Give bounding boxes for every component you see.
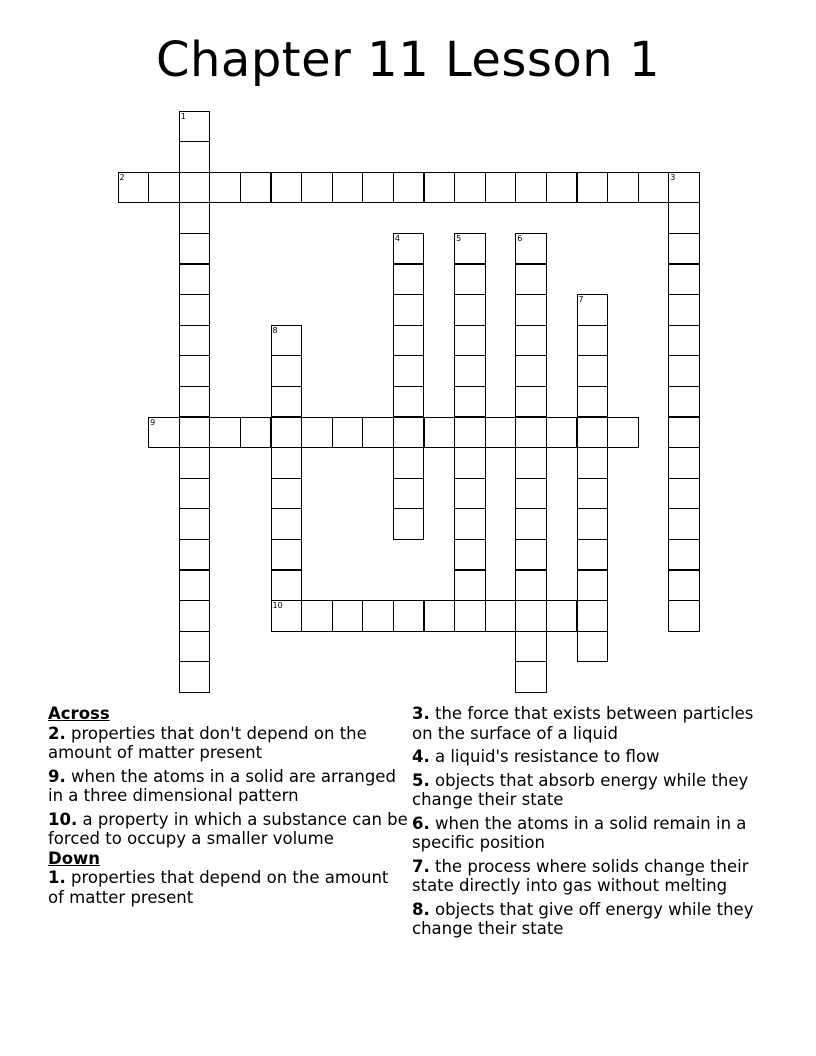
crossword-cell[interactable] (577, 447, 609, 479)
crossword-cell[interactable] (515, 417, 547, 449)
crossword-cell[interactable] (546, 600, 578, 632)
crossword-cell[interactable] (454, 447, 486, 479)
crossword-cell[interactable] (240, 417, 272, 449)
crossword-cell[interactable] (301, 172, 333, 204)
crossword-cell[interactable] (515, 570, 547, 602)
crossword-cell[interactable] (271, 417, 303, 449)
clue-text: properties that depend on the amount of matter present (48, 868, 389, 907)
crossword-cell[interactable] (515, 264, 547, 296)
crossword-cell[interactable] (515, 447, 547, 479)
crossword-cell[interactable] (301, 417, 333, 449)
clue-number: 2. (48, 723, 66, 743)
crossword-cell[interactable] (301, 600, 333, 632)
clue-number: 1. (48, 868, 66, 887)
clue-text: the process where solids change their state directly into gas without melting (412, 856, 749, 895)
crossword-cell[interactable] (179, 447, 211, 479)
crossword-cell[interactable] (393, 447, 425, 479)
crossword-cell[interactable] (393, 600, 425, 632)
crossword-cell[interactable] (577, 355, 609, 387)
crossword-cell[interactable] (271, 447, 303, 479)
clue-number: 10. (48, 809, 78, 829)
cell-number: 10 (272, 601, 283, 611)
crossword-cell[interactable] (454, 417, 486, 449)
crossword-cell[interactable] (454, 355, 486, 387)
clue-text: when the atoms in a solid are arranged in a three dimensional pattern (48, 766, 396, 805)
crossword-cell[interactable] (271, 508, 303, 540)
clue-number: 6. (412, 813, 430, 833)
crossword-cell[interactable] (668, 172, 700, 204)
cell-number: 4 (394, 233, 400, 243)
crossword-cell[interactable] (179, 570, 211, 602)
crossword-cell[interactable] (393, 294, 425, 326)
crossword-cell[interactable] (179, 172, 211, 204)
crossword-cell[interactable] (485, 600, 517, 632)
crossword-cell[interactable] (515, 172, 547, 204)
clue-down-6 (412, 814, 772, 853)
cell-number: 7 (578, 295, 584, 305)
crossword-cell[interactable] (515, 631, 547, 663)
crossword-cell[interactable] (362, 600, 394, 632)
crossword-cell[interactable] (515, 294, 547, 326)
crossword-cell[interactable] (454, 600, 486, 632)
crossword-cell[interactable] (240, 172, 272, 204)
crossword-cell[interactable] (393, 355, 425, 387)
crossword-cell[interactable] (668, 478, 700, 510)
crossword-cell[interactable] (668, 325, 700, 357)
crossword-cell[interactable] (332, 600, 364, 632)
crossword-cell[interactable] (393, 478, 425, 510)
clue-text: objects that absorb energy while they change their state (412, 770, 749, 809)
clue-number: 4. (412, 747, 430, 766)
crossword-cell[interactable] (454, 264, 486, 296)
crossword-cell[interactable] (668, 447, 700, 479)
puzzle-title: Chapter 11 Lesson 1 (155, 32, 661, 88)
crossword-cell[interactable] (118, 172, 150, 204)
clue-down-3 (412, 704, 772, 743)
crossword-cell[interactable] (271, 478, 303, 510)
crossword-cell[interactable] (546, 417, 578, 449)
crossword-cell[interactable] (209, 417, 241, 449)
clue-text: the force that exists between particles on the surface of a liquid (412, 704, 754, 743)
crossword-cell[interactable] (424, 172, 456, 204)
crossword-cell[interactable] (454, 570, 486, 602)
clue-column-left (48, 704, 408, 911)
crossword-cell[interactable] (454, 172, 486, 204)
crossword-cell[interactable] (179, 539, 211, 571)
clue-number: 9. (48, 766, 66, 786)
crossword-cell[interactable] (271, 355, 303, 387)
crossword-cell[interactable] (577, 508, 609, 540)
crossword-cell[interactable] (148, 172, 180, 204)
crossword-cell[interactable] (179, 417, 211, 449)
crossword-cell[interactable] (271, 172, 303, 204)
crossword-cell[interactable] (179, 325, 211, 357)
crossword-cell[interactable] (332, 417, 364, 449)
crossword-cell[interactable] (271, 600, 303, 632)
crossword-cell[interactable] (179, 202, 211, 234)
cell-number: 8 (272, 325, 278, 335)
clue-number: 8. (412, 899, 430, 919)
crossword-cell[interactable] (393, 233, 425, 265)
crossword-cell[interactable] (454, 233, 486, 265)
clue-number: 3. (412, 704, 430, 723)
crossword-cell[interactable] (668, 233, 700, 265)
clue-text: a liquid's resistance to flow (429, 747, 660, 766)
crossword-cell[interactable] (668, 202, 700, 234)
crossword-cell[interactable] (393, 417, 425, 449)
clue-across-9 (48, 767, 408, 806)
crossword-cell[interactable] (454, 539, 486, 571)
crossword-cell[interactable] (515, 325, 547, 357)
crossword-cell[interactable] (515, 233, 547, 265)
crossword-cell[interactable] (638, 172, 670, 204)
crossword-cell[interactable] (179, 111, 211, 143)
crossword-cell[interactable] (454, 508, 486, 540)
crossword-cell[interactable] (577, 600, 609, 632)
clue-column-right (412, 704, 772, 943)
crossword-cell[interactable] (393, 386, 425, 418)
crossword-cell[interactable] (424, 600, 456, 632)
clue-number: 7. (412, 856, 430, 876)
cell-number: 6 (517, 233, 523, 243)
crossword-cell[interactable] (179, 631, 211, 663)
crossword-cell[interactable] (577, 631, 609, 663)
clue-down-1 (48, 868, 408, 907)
clue-down-5 (412, 771, 772, 810)
cell-number: 3 (670, 172, 676, 182)
crossword-cell[interactable] (271, 325, 303, 357)
crossword-cell[interactable] (179, 478, 211, 510)
crossword-cell[interactable] (577, 478, 609, 510)
crossword-cell[interactable] (454, 325, 486, 357)
crossword-cell[interactable] (271, 539, 303, 571)
crossword-cell[interactable] (179, 264, 211, 296)
crossword-cell[interactable] (668, 539, 700, 571)
crossword-cell[interactable] (454, 478, 486, 510)
cell-number: 1 (180, 111, 186, 121)
crossword-cell[interactable] (515, 539, 547, 571)
crossword-cell[interactable] (577, 570, 609, 602)
crossword-cell[interactable] (179, 661, 211, 693)
clue-across-10 (48, 810, 408, 849)
clue-text: a property in which a substance can be forced to occupy a smaller volume (48, 809, 408, 848)
crossword-cell[interactable] (515, 600, 547, 632)
crossword-cell[interactable] (454, 386, 486, 418)
crossword-cell[interactable] (668, 386, 700, 418)
crossword-cell[interactable] (179, 508, 211, 540)
crossword-cell[interactable] (607, 172, 639, 204)
crossword-cell[interactable] (362, 172, 394, 204)
clue-down-4 (412, 747, 772, 767)
clue-number: 5. (412, 770, 430, 790)
clue-text: when the atoms in a solid remain in a specific position (412, 813, 747, 852)
crossword-cell[interactable] (515, 478, 547, 510)
crossword-cell[interactable] (179, 600, 211, 632)
cell-number: 5 (456, 233, 462, 243)
crossword-cell[interactable] (179, 233, 211, 265)
crossword-cell[interactable] (515, 661, 547, 693)
crossword-cell[interactable] (577, 417, 609, 449)
crossword-cell[interactable] (515, 386, 547, 418)
across-heading: Across (48, 704, 110, 723)
crossword-cell[interactable] (668, 355, 700, 387)
clue-across-2 (48, 724, 408, 763)
crossword-cell[interactable] (424, 417, 456, 449)
crossword-cell[interactable] (148, 417, 180, 449)
crossword-cell[interactable] (179, 355, 211, 387)
crossword-cell[interactable] (485, 417, 517, 449)
clue-down-8 (412, 900, 772, 939)
crossword-cell[interactable] (332, 172, 364, 204)
cell-number: 2 (119, 172, 125, 182)
crossword-cell[interactable] (271, 570, 303, 602)
crossword-cell[interactable] (209, 172, 241, 204)
crossword-cell[interactable] (577, 172, 609, 204)
crossword-cell[interactable] (393, 325, 425, 357)
crossword-cell[interactable] (179, 141, 211, 173)
crossword-cell[interactable] (362, 417, 394, 449)
crossword-cell[interactable] (577, 294, 609, 326)
crossword-cell[interactable] (454, 294, 486, 326)
crossword-cell[interactable] (577, 325, 609, 357)
crossword-cell[interactable] (668, 264, 700, 296)
clue-down-7 (412, 857, 772, 896)
crossword-cell[interactable] (607, 417, 639, 449)
down-heading: Down (48, 848, 101, 868)
crossword-cell[interactable] (577, 539, 609, 571)
crossword-cell[interactable] (546, 172, 578, 204)
crossword-cell[interactable] (668, 600, 700, 632)
crossword-cell[interactable] (515, 355, 547, 387)
crossword-cell[interactable] (393, 508, 425, 540)
cell-number: 9 (150, 417, 156, 427)
crossword-cell[interactable] (668, 417, 700, 449)
crossword-cell[interactable] (668, 570, 700, 602)
crossword-cell[interactable] (668, 294, 700, 326)
crossword-cell[interactable] (577, 386, 609, 418)
clue-text: properties that don't depend on the amount of matter present (48, 723, 367, 762)
crossword-cell[interactable] (393, 264, 425, 296)
crossword-cell[interactable] (271, 386, 303, 418)
crossword-cell[interactable] (485, 172, 517, 204)
crossword-cell[interactable] (668, 508, 700, 540)
clue-text: objects that give off energy while they change their state (412, 899, 754, 938)
crossword-cell[interactable] (179, 294, 211, 326)
crossword-cell[interactable] (515, 508, 547, 540)
crossword-cell[interactable] (393, 172, 425, 204)
crossword-cell[interactable] (179, 386, 211, 418)
